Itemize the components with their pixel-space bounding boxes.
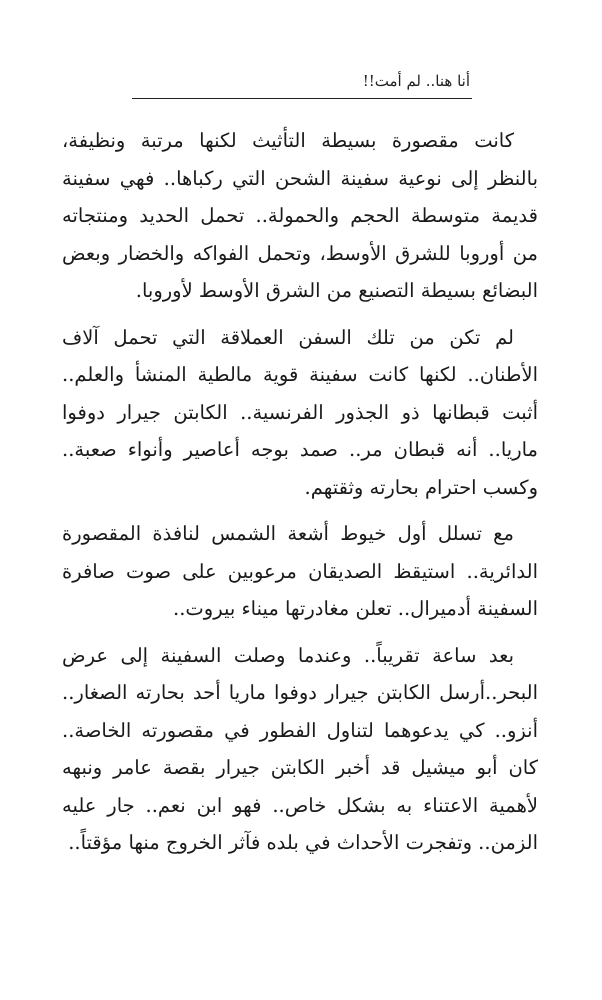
paragraph-2: لم تكن من تلك السفن العملاقة التي تحمل آلاف الأطنان.. لكنها كانت سفينة قوية مالطية المنشأ والعلم.. أثبت قبطانها ذو الجذور الفرنسية.. الكابتن جيرار دوفوا ماريا.. أنه قبطان مر.. صمد بوجه أعاصير وأنواء صعبة.. وكسب احترام بحارته وثقتهم.: [62, 325, 538, 499]
paragraph-1: كانت مقصورة بسيطة التأثيث لكنها مرتبة ونظيفة، بالنظر إلى نوعية سفينة الشحن التي ركباها.. فهي سفينة قديمة متوسطة الحجم والحمولة.. تحمل الحديد ومنتجاته من أوروبا للشرق الأوسط، وتحمل الفواكه والخضار وبعض البضائع بسيطة التصنيع من الشرق الأوسط لأوروبا.: [62, 129, 538, 302]
running-header: أنا هنا.. لم أمت!!: [362, 72, 470, 90]
paragraph-3: مع تسلل أول خيوط أشعة الشمس لنافذة المقصورة الدائرية.. استيقظ الصديقان مرعوبين على صوت صافرة السفينة أدميرال.. تعلن مغادرتها ميناء بيروت..: [62, 522, 538, 620]
paragraph-4: بعد ساعة تقريباً.. وعندما وصلت السفينة إلى عرض البحر..أرسل الكابتن جيرار دوفوا ماريا أحد بحارته الصغار.. أنزو.. كي يدعوهما لتناول الفطور في مقصورته الخاصة.. كان أبو ميشيل قد أخبر الكابتن جيرار بقصة عامر ونبهه لأهمية الاعتناء به بشكل خاص.. فهو ابن نعم.. جار عليه الزمن.. وتفجرت الأحداث في بلده فآثر الخروج منها مؤقتاً..: [62, 643, 538, 854]
body-text: [62, 122, 538, 871]
header-divider: [132, 98, 472, 99]
